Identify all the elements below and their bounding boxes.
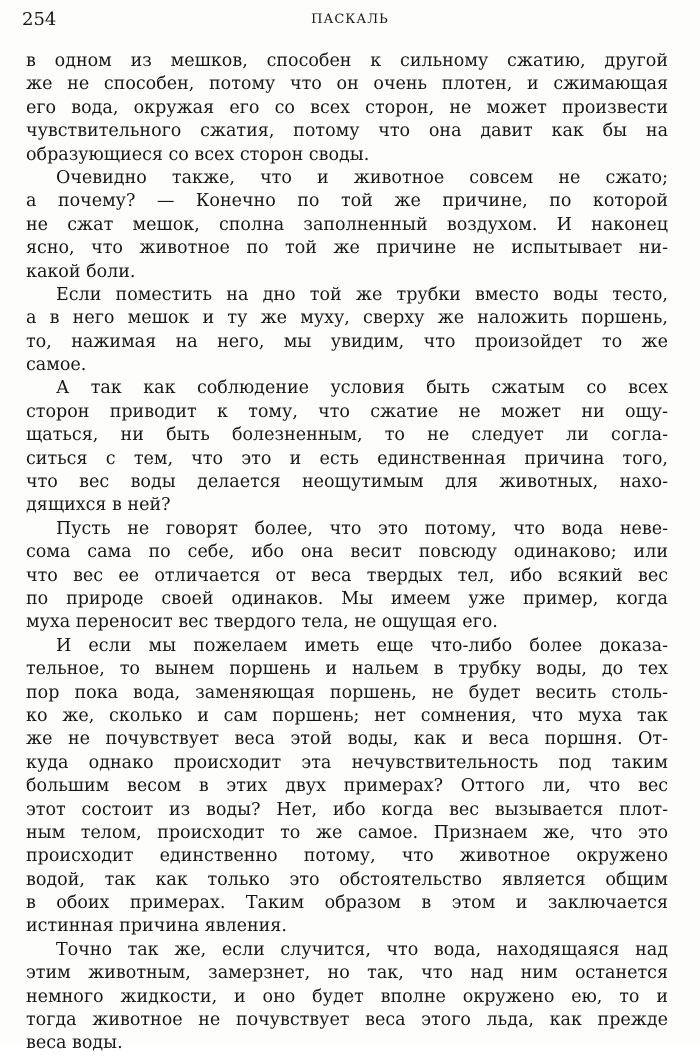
text-line: а в него мешок и ту же муху, сверху же наложить поршень, bbox=[26, 308, 668, 329]
text-line: самое. bbox=[26, 355, 87, 376]
text-line: какой боли. bbox=[26, 261, 136, 282]
text-line: что вес воды делается неощутимым для животных, нахо- bbox=[26, 472, 668, 493]
text-line: не сжат мешок, сполна заполненный воздухом. И наконец bbox=[26, 214, 668, 235]
text-line: А так как соблюдение условия быть сжатым со всех bbox=[56, 378, 668, 399]
text-line: сома сама по себе, ибо она весит повсюду одинаково; или bbox=[26, 542, 668, 563]
text-line: ситься с тем, что это и есть единственная причина того, bbox=[26, 448, 668, 469]
text-line: большим весом в этих двух примерах? Оттого ли, что вес bbox=[26, 776, 668, 797]
text-line: в обоих примерах. Таким образом в этом и заключается bbox=[26, 893, 668, 914]
text-line: Очевидно также, что и животное совсем не сжато; bbox=[56, 167, 668, 188]
paragraph bbox=[26, 284, 668, 378]
text-line: куда однако происходит эта нечувствительность под таким bbox=[26, 752, 668, 773]
text-line: истинная причина явления. bbox=[26, 916, 287, 937]
paragraph bbox=[26, 939, 668, 1056]
text-line: образующиеся со всех сторон своды. bbox=[26, 144, 370, 165]
text-line: немного жидкости, и оно будет вполне окружено ею, то и bbox=[26, 986, 668, 1007]
text-line: то, нажимая на него, мы увидим, что произойдет то же bbox=[26, 331, 668, 352]
text-line: ным телом, происходит то же самое. Признаем же, что это bbox=[26, 822, 668, 843]
text-line: этим животным, замерзнет, но так, что над ним останется bbox=[26, 963, 668, 984]
text-line: же не почувствует веса этой воды, как и веса поршня. От- bbox=[26, 729, 668, 750]
text-line: сторон приводит к тому, что сжатие не может ни ощу- bbox=[26, 401, 668, 422]
text-line: его вода, окружая его со всех сторон, не может произвести bbox=[26, 97, 668, 118]
text-line: что вес ее отличается от веса твердых тел, ибо всякий вес bbox=[26, 565, 668, 586]
text-line: водой, так как только это обстоятельство является общим bbox=[26, 869, 668, 890]
text-line: муха переносит вес твердого тела, не ощущая его. bbox=[26, 612, 498, 633]
text-line: тогда животное не почувствует веса этого льда, как прежде bbox=[26, 1010, 668, 1031]
text-line: тельное, то вынем поршень и нальем в трубку воды, до тех bbox=[26, 659, 668, 680]
body-text bbox=[26, 50, 668, 1056]
text-line: в одном из мешков, способен к сильному сжатию, другой bbox=[26, 51, 668, 71]
text-line: Пусть не говорят более, что это потому, что вода неве- bbox=[56, 518, 668, 539]
running-head bbox=[0, 8, 700, 32]
paragraph bbox=[26, 167, 668, 284]
text-line: пор пока вода, заменяющая поршень, не будет весить столь- bbox=[26, 682, 668, 703]
paragraph bbox=[26, 50, 668, 167]
text-line: веса воды. bbox=[26, 1033, 123, 1054]
text-line: чувствительного сжатия, потому что она давит как бы на bbox=[26, 121, 668, 142]
text-line: ко же, сколько и сам поршень; нет сомнения, что муха так bbox=[26, 705, 668, 726]
text-line: Если поместить на дно той же трубки вместо воды тесто, bbox=[56, 284, 668, 305]
paragraph bbox=[26, 377, 668, 517]
paragraph bbox=[26, 518, 668, 635]
text-line: а почему? — Конечно по той же причине, по которой bbox=[26, 191, 668, 212]
text-line: же не способен, потому что он очень плотен, и сжимающая bbox=[26, 74, 668, 95]
paragraph bbox=[26, 635, 668, 939]
text-line: происходит единственно потому, что животное окружено bbox=[26, 846, 668, 867]
running-head-title: ПАСКАЛЬ bbox=[311, 12, 389, 27]
text-line: ясно, что животное по той же причине не испытывает ни- bbox=[26, 238, 668, 259]
text-line: щаться, ни быть болезненным, то не следует ли согла- bbox=[26, 425, 668, 446]
text-line: этот состоит из воды? Нет, ибо когда вес вызывается плот- bbox=[26, 799, 668, 820]
text-line: И если мы пожелаем иметь еще что-либо более доказа- bbox=[56, 635, 668, 656]
text-line: дящихся в ней? bbox=[26, 495, 171, 516]
page-number: 254 bbox=[22, 9, 57, 30]
text-line: Точно так же, если случится, что вода, находящаяся над bbox=[56, 939, 668, 960]
text-line: по природе своей одинаков. Мы имеем уже пример, когда bbox=[26, 588, 668, 609]
